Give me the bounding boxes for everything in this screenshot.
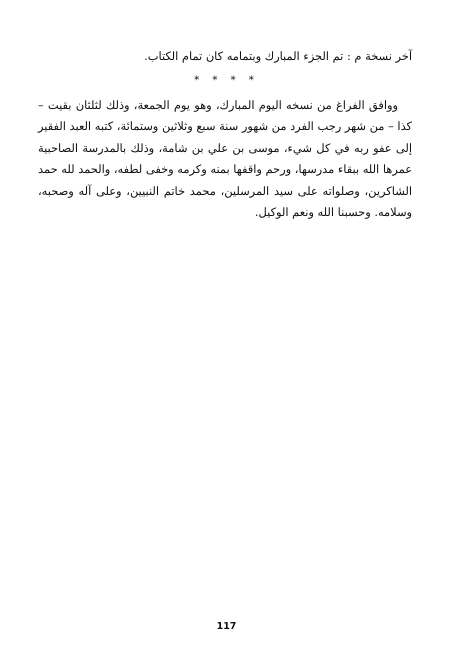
manuscript-colophon-line: آخر نسخة م : تم الجزء المبارك وبتمامه كان تمام الكتاب. [144, 49, 412, 63]
section-separator-asterisks: * * * * [194, 75, 259, 86]
copying-completion-paragraph: ووافق الفراغ من نسخه اليوم المبارك، وهو يوم الجمعة، وذلك لثلثان بقيت – كذا – من شهر رجب الفرد من شهور سنة سبع وثلاثين وستمائة، كتبه العبد الفقير إلى عفو ربه في كل شيء، موسى بن علي بن شامة، وذلك بالمدرسة الصاحبية عمرها الله ببقاء مدرسها، ورحم واقفها بمنه وكرمه وخفى لطفه، والحمد لله حمد الشاكرين، وصلواته على سيد المرسلين، محمد خاتم النبيين، وعلى آله وصحبه، وسلامه. وحسبنا الله ونعم الوكيل. [38, 98, 412, 220]
page-number: 117 [216, 621, 237, 632]
